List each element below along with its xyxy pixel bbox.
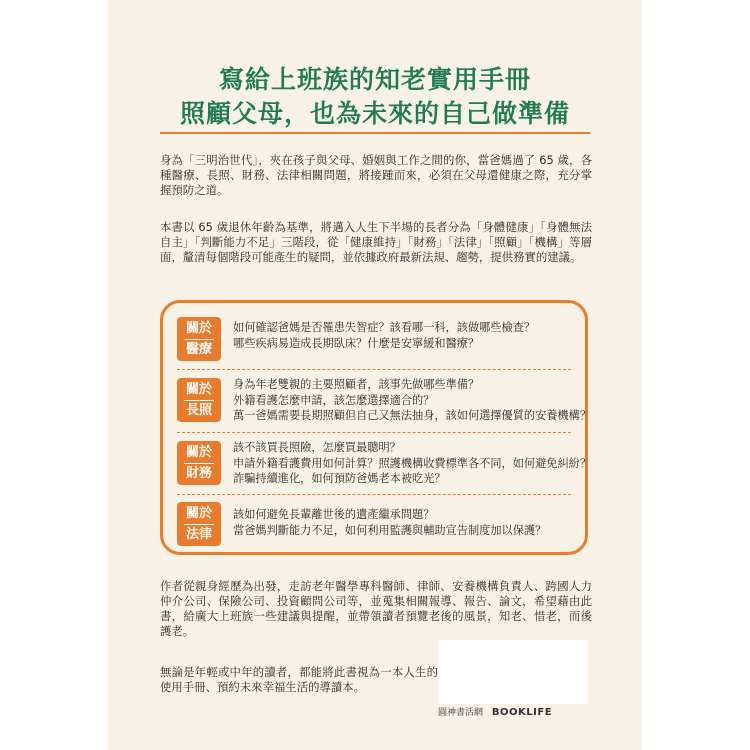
- topic-tag-medical: [177, 317, 221, 361]
- publisher-credit: [438, 707, 592, 719]
- title-divider: [160, 132, 590, 134]
- topic-tag-bottom: 醫療: [185, 342, 212, 357]
- question-line: 申請外籍看護費用如何計算？照護機構收費標準各不同，如何避免糾紛？: [233, 456, 592, 470]
- question-line: 詐騙持續進化，如何預防爸媽老本被吃光？: [233, 472, 446, 485]
- topic-tag-bottom: 長照: [185, 403, 212, 418]
- topic-tag-longterm-care: [177, 378, 221, 422]
- topic-tag-top: 關於: [185, 382, 212, 397]
- topic-tag-finance: [177, 441, 221, 485]
- intro-paragraph-1: 身為「三明治世代」，夾在孩子與父母、婚姻與工作之間的你，當爸媽過了 65 歲，各種醫療、長照、財務、法律相關問題，將接踵而來，必須在父母還健康之際，充分掌握預防之道。: [160, 153, 592, 197]
- question-line: 如何確認爸媽是否罹患失智症？該看哪一科，該做哪些檢查？: [233, 321, 536, 334]
- tag-rule: [184, 400, 214, 401]
- topic-questions: [233, 507, 546, 538]
- tag-rule: [184, 339, 214, 340]
- topics-box: [160, 300, 592, 555]
- topic-tag-top: 關於: [185, 506, 212, 521]
- tag-rule: [184, 524, 214, 525]
- tag-rule: [184, 463, 214, 464]
- question-line: 當爸媽判斷能力不足，如何利用監護與輔助宣告制度加以保護？: [233, 523, 547, 537]
- topic-tag-bottom: 財務: [185, 466, 212, 481]
- topic-questions: [233, 440, 591, 487]
- cover-title-line-1: 寫給上班族的知老實用手冊: [218, 65, 531, 94]
- topic-tag-top: 關於: [185, 445, 212, 460]
- topic-section-medical: [163, 303, 585, 370]
- question-line: 身為年老雙親的主要照顧者，該事先做哪些準備？: [233, 378, 480, 391]
- topic-questions: [233, 377, 591, 424]
- topic-tag-top: 關於: [185, 321, 212, 336]
- publisher-name: 圓神書活網: [438, 708, 484, 718]
- closing-paragraph-1: 作者從親身經歷為出發，走訪老年醫學專科醫師、律師、安養機構負責人、跨國人力仲介公司、保險公司、投資顧問公司等，並蒐集相關報導、報告、論文，希望藉由此書，給廣大上班族一些建議與提醒，並帶領讀者預覽老後的風景，知老、惜老，而後護老。: [160, 579, 592, 638]
- closing-paragraph-2: 無論是年輕或中年的讀者，都能將此書視為一本人生的使用手冊、預約未來幸福生活的導讀本。: [160, 665, 438, 694]
- question-line: 該如何避免長輩離世後的遺產繼承問題？: [233, 508, 435, 521]
- topic-questions: [233, 320, 535, 351]
- book-back-cover: [108, 0, 642, 750]
- question-line: 萬一爸媽需要長期照顧但自己又無法抽身，該如何選擇優質的安養機構？: [233, 409, 592, 422]
- cover-title-line-2: 照顧父母，也為未來的自己做準備: [179, 99, 570, 128]
- question-line: 哪些疾病易造成長期臥床？什麼是安寧緩和醫療？: [233, 336, 480, 350]
- topic-section-law: [163, 495, 585, 552]
- booklife-logo: BOOKLIFE: [491, 707, 553, 718]
- topic-section-finance: [163, 433, 592, 495]
- topic-tag-law: [177, 502, 221, 546]
- question-line: 外籍看護怎麼申請，該怎麼選擇適合的？: [233, 393, 435, 407]
- question-line: 該不該買長照險，怎麼買最聰明？: [233, 441, 401, 454]
- barcode-area: [438, 640, 588, 704]
- intro-paragraph-2: 本書以 65 歲退休年齡為基準，將邁入人生下半場的長者分為「身體健康」「身體無法自主」「判斷能力不足」三階段，從「健康維持」「財務」「法律」「照顧」「機構」等層面，釐清每個階段可能產生的疑問，並依據政府最新法規、趨勢，提供務實的建議。: [160, 220, 592, 264]
- topic-tag-bottom: 法律: [185, 527, 212, 542]
- topic-section-longterm-care: [163, 370, 592, 433]
